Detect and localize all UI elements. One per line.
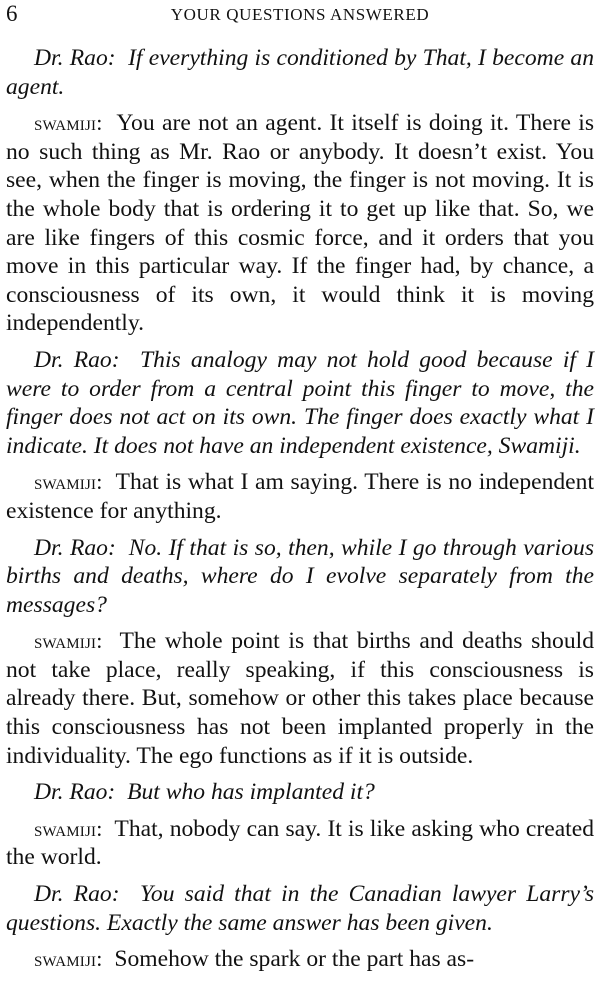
speaker-label: swamiji: xyxy=(34,110,103,136)
paragraph-text: The whole point is that births and deaths should not take place, really speaking, if this consciousness is already there. But, somehow or other this takes place because this consciousness has not been implanted properly in the individuality. The ego functions as if it is outside. xyxy=(6,628,594,769)
paragraph-text: That, nobody can say. It is like asking who created the world. xyxy=(6,815,594,871)
answer-paragraph xyxy=(6,815,594,872)
speaker-label: swamiji: xyxy=(34,946,103,972)
answer-paragraph xyxy=(6,627,594,770)
page-body xyxy=(6,44,594,974)
speaker-label: swamiji: xyxy=(34,815,103,841)
paragraph-text: This analogy may not hold good because if I were to order from a central point this finger to move, the finger does not act on its own. The finger does exactly what I indicate. It does not have an independent existence, Swamiji. xyxy=(6,346,595,459)
running-head: YOUR QUESTIONS ANSWERED xyxy=(170,5,430,24)
speaker-label: Dr. Rao: xyxy=(34,45,116,71)
question-paragraph xyxy=(6,534,594,620)
paragraph-text: That is what I am saying. There is no independent existence for anything. xyxy=(6,469,594,524)
paragraph-text: But who has implanted it? xyxy=(127,779,375,806)
paragraph-text: No. If that is so, then, while I go through various births and deaths, where do I evolve separately from the messages? xyxy=(6,534,595,618)
answer-paragraph xyxy=(6,109,594,338)
speaker-label: Dr. Rao: xyxy=(34,881,120,908)
page-number: 6 xyxy=(6,1,18,26)
speaker-label: Dr. Rao: xyxy=(34,346,120,373)
question-paragraph xyxy=(6,778,594,807)
page-header xyxy=(6,0,594,30)
answer-paragraph xyxy=(6,945,594,974)
paragraph-text: You are not an agent. It itself is doing it. There is no such thing as Mr. Rao or anybody. It doesn’t exist. You see, when the finger is moving, the finger is not moving. It is the whole body that is ordering it to get up like that. So, we are like fingers of this cosmic force, and it orders that you move in this particular way. If the finger had, by chance, a consciousness of its own, it would think it is moving independently. xyxy=(6,110,594,337)
paragraph-text: If everything is conditioned by That, I become an agent. xyxy=(6,45,594,100)
paragraph-text: You said that in the Canadian lawyer Larry’s questions. Exactly the same answer has been given. xyxy=(6,881,595,936)
answer-paragraph xyxy=(6,468,594,525)
speaker-label: swamiji: xyxy=(34,469,103,495)
question-paragraph xyxy=(6,880,594,937)
book-page xyxy=(6,0,594,1001)
question-paragraph xyxy=(6,346,594,460)
speaker-label: Dr. Rao: xyxy=(34,779,116,806)
question-paragraph xyxy=(6,44,594,101)
paragraph-text: Somehow the spark or the part has as- xyxy=(114,946,475,973)
speaker-label: Dr. Rao: xyxy=(34,534,116,561)
speaker-label: swamiji: xyxy=(34,628,103,654)
